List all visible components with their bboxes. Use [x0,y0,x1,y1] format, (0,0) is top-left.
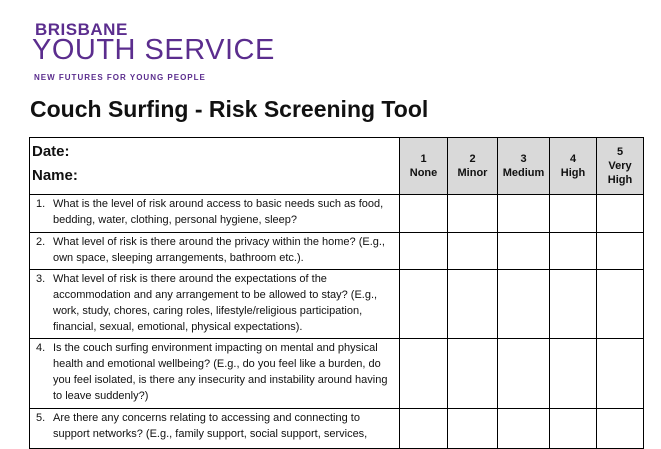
scale-header-4 [550,138,597,195]
question-text: Are there any concerns relating to accessing and connecting to support networks? (E.g., family support, social support, services, [53,412,368,440]
question-text: What level of risk is there around the expectations of the accommodation and any arrangement to be allowed to stay? (E.g., work, study, chores, caring roles, lifestyle/religious participation, financial, sexual, emotional, physical expectations). [53,273,378,333]
scale-label: High [560,167,586,179]
rating-cell-4[interactable] [550,233,597,270]
question-cell [30,339,400,409]
rating-cell-5[interactable] [597,339,644,409]
rating-cell-2[interactable] [448,270,498,339]
question-number: 1. [36,198,46,210]
table-row [30,233,644,270]
rating-cell-3[interactable] [498,195,550,233]
scale-header-3 [498,138,550,195]
table-header-row [30,138,644,195]
scale-header-5 [597,138,644,195]
scale-label: Very High [607,160,633,186]
scale-num: 5 [616,146,624,158]
table-row [30,339,644,409]
table-row [30,195,644,233]
table-row [30,270,644,339]
scale-num: 2 [469,153,476,165]
question-number: 3. [36,273,46,285]
rating-cell-3[interactable] [498,270,550,339]
scale-num: 4 [569,153,577,165]
rating-cell-3[interactable] [498,233,550,270]
rating-cell-1[interactable] [400,409,448,449]
rating-cell-5[interactable] [597,195,644,233]
name-label: Name: [32,167,78,184]
rating-cell-1[interactable] [400,233,448,270]
question-number: 2. [36,236,46,248]
rating-cell-1[interactable] [400,339,448,409]
scale-num: 3 [520,153,527,165]
scale-num: 1 [420,153,427,165]
rating-cell-3[interactable] [498,409,550,449]
logo-org-name: YOUTH SERVICE [32,34,275,66]
rating-cell-4[interactable] [550,339,597,409]
question-cell [30,270,400,339]
rating-cell-4[interactable] [550,409,597,449]
rating-cell-2[interactable] [448,195,498,233]
rating-cell-5[interactable] [597,270,644,339]
logo-tagline: NEW FUTURES FOR YOUNG PEOPLE [34,73,206,82]
question-cell [30,195,400,233]
question-text: What is the level of risk around access to basic needs such as food, bedding, water, clothing, personal hygiene, sleep? [53,198,384,226]
rating-cell-1[interactable] [400,195,448,233]
logo-org-small: BRISBANE [35,20,128,39]
rating-cell-4[interactable] [550,195,597,233]
scale-label: Minor [457,167,488,179]
rating-cell-4[interactable] [550,270,597,339]
rating-cell-2[interactable] [448,339,498,409]
risk-table [29,137,644,449]
rating-cell-2[interactable] [448,233,498,270]
date-label: Date: [32,143,70,160]
scale-label: Medium [502,167,545,179]
rating-cell-1[interactable] [400,270,448,339]
rating-cell-5[interactable] [597,233,644,270]
question-number: 5. [36,412,46,424]
rating-cell-2[interactable] [448,409,498,449]
rating-cell-3[interactable] [498,339,550,409]
table-row [30,409,644,449]
scale-header-1 [400,138,448,195]
rating-cell-5[interactable] [597,409,644,449]
question-cell [30,409,400,449]
page-title: Couch Surfing - Risk Screening Tool [30,96,429,122]
question-text: Is the couch surfing environment impacting on mental and physical health and emotional wellbeing? (E.g., do you feel like a burden, do you feel isolated, is there any insecurity and instability around having to leave suddenly?) [53,342,388,402]
question-text: What level of risk is there around the privacy within the home? (E.g., own space, sleeping arrangements, bathroom etc.). [53,236,385,264]
scale-header-2 [448,138,498,195]
question-number: 4. [36,342,46,354]
question-cell [30,233,400,270]
scale-label: None [409,167,438,179]
form-meta-cell [30,138,400,195]
